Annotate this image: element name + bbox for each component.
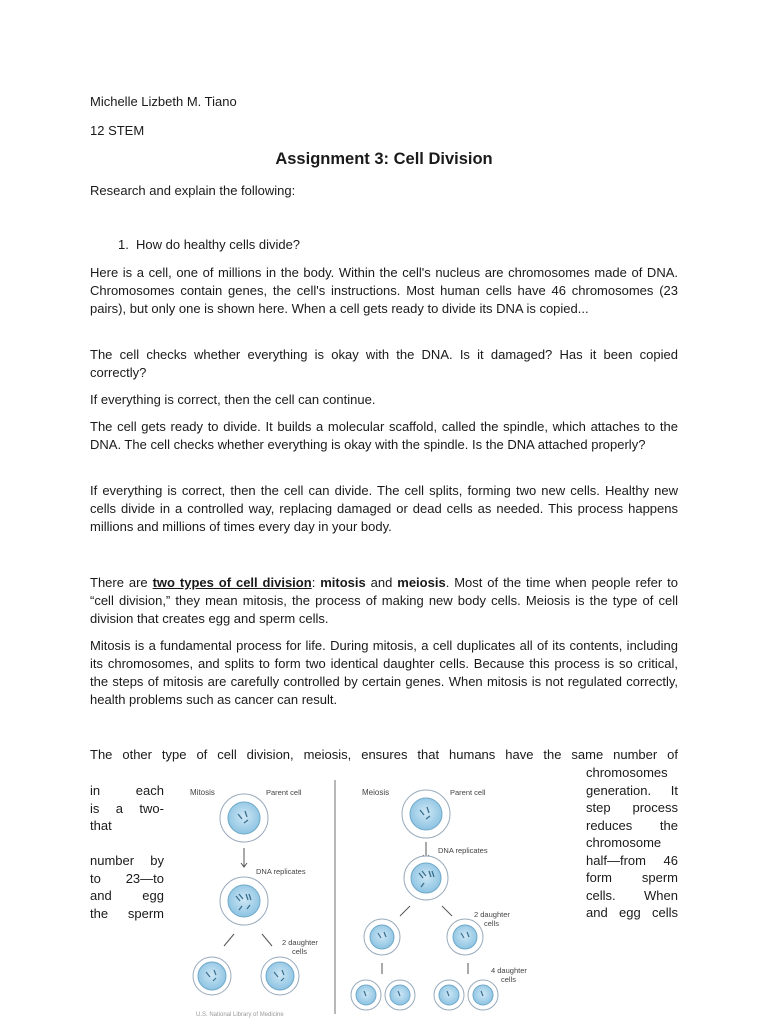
wrap-text-left xyxy=(90,782,164,922)
meiosis-final-cell xyxy=(351,980,381,1010)
wrap-line: in each xyxy=(90,783,164,798)
question-text: How do healthy cells divide? xyxy=(136,237,301,252)
meiosis-final-cell xyxy=(468,980,498,1010)
text-run: : xyxy=(311,575,321,590)
text-run: There are xyxy=(90,575,153,590)
two-daughter-label: 2 daughter xyxy=(282,938,318,947)
arrow xyxy=(262,934,272,946)
mitosis-daughter-cell xyxy=(261,957,299,995)
arrow xyxy=(442,906,452,916)
question-item xyxy=(118,237,300,252)
paragraph: If everything is correct, then the cell can divide. The cell splits, forming two new cells. Healthy new cells divide in a controlled way, replacing damaged or dead cells as needed. This process happens millions and millions of times every day in your body. xyxy=(90,483,678,534)
wrap-line: and egg cells xyxy=(586,905,678,920)
wrap-line: that xyxy=(90,818,112,833)
wrap-line: chromosome xyxy=(586,835,662,850)
wrap-text-right xyxy=(586,764,678,922)
cells-label: cells xyxy=(292,947,308,956)
emphasis-mitosis: mitosis xyxy=(320,575,366,590)
meiosis-final-cell xyxy=(434,980,464,1010)
parent-cell-label: Parent cell xyxy=(450,788,486,797)
text-run: and xyxy=(365,575,398,590)
two-daughter-label: 2 daughter xyxy=(474,910,510,919)
wrap-line: to 23—to xyxy=(90,870,164,886)
text-run: . Most of the time when people refer to “cell division,” they mean mitosis, the process of making new body cells. Meiosis is the type of cell division that creates egg and sperm cells. xyxy=(90,575,678,626)
wrap-line: half—from 46 xyxy=(586,852,678,868)
wrap-line: the sperm xyxy=(90,905,164,921)
dna-replicates-label: DNA replicates xyxy=(438,846,488,855)
dna-replicates-label: DNA replicates xyxy=(256,867,306,876)
meiosis-replicated-cell xyxy=(404,856,448,900)
wrap-line: chromosomes xyxy=(586,765,668,780)
wrap-line: form sperm xyxy=(586,870,678,885)
mitosis-replicated-cell xyxy=(220,877,268,925)
paragraph: The cell checks whether everything is okay with the DNA. Is it damaged? Has it been copied correctly? xyxy=(90,347,678,380)
wrap-line: generation. It xyxy=(586,782,678,798)
arrow xyxy=(400,906,410,916)
mitosis-daughter-cell xyxy=(193,957,231,995)
wrap-line: and egg xyxy=(90,888,164,903)
question-number: 1. xyxy=(118,237,129,252)
meiosis-daughter-cell xyxy=(447,919,483,955)
mitosis-parent-cell xyxy=(220,794,268,842)
paragraph-meiosis-intro: The other type of cell division, meiosis, ensures that humans have the same number of xyxy=(90,747,678,762)
cells-label: cells xyxy=(484,919,500,928)
author-name: Michelle Lizbeth M. Tiano xyxy=(90,94,237,109)
meiosis-final-cell xyxy=(385,980,415,1010)
arrow xyxy=(224,934,234,946)
paragraph: Here is a cell, one of millions in the body. Within the cell's nucleus are chromosomes made of DNA. Chromosomes contain genes, the cell's instructions. Most human cells have 46 chromosomes (23 pairs), but only one is shown here. When a cell gets ready to divide its DNA is copied... xyxy=(90,265,678,316)
paragraph: The cell gets ready to divide. It builds a molecular scaffold, called the spindle, which attaches to the DNA. The cell checks whether everything is okay with the spindle. Is the DNA attached properly? xyxy=(90,419,678,452)
parent-cell-label: Parent cell xyxy=(266,788,302,797)
mitosis-title: Mitosis xyxy=(190,788,215,797)
wrap-line xyxy=(90,835,164,853)
instruction-text: Research and explain the following: xyxy=(90,183,296,198)
paragraph: If everything is correct, then the cell can continue. xyxy=(90,392,376,407)
wrap-line: cells. When xyxy=(586,887,678,903)
meiosis-daughter-cell xyxy=(364,919,400,955)
paragraph-cell-division-types xyxy=(90,574,678,628)
wrap-line: step process xyxy=(586,800,678,815)
cell-division-diagram xyxy=(178,766,578,1024)
wrap-line: reduces the xyxy=(586,817,678,833)
class-section: 12 STEM xyxy=(90,123,145,138)
cell-division-figure xyxy=(178,766,578,1024)
emphasis-two-types: two types of cell division xyxy=(152,575,312,590)
cells-label: cells xyxy=(501,975,517,984)
meiosis-parent-cell xyxy=(402,790,450,838)
wrap-line: is a two- xyxy=(90,800,164,816)
paragraph: Mitosis is a fundamental process for life. During mitosis, a cell duplicates all of its contents, including its chromosomes, and splits to form two identical daughter cells. Because this process is so critical, the steps of mitosis are carefully controlled by certain genes. When mitosis is not regulated correctly, health problems such as cancer can result. xyxy=(90,638,678,707)
figure-source: U.S. National Library of Medicine xyxy=(196,1012,284,1018)
emphasis-meiosis: meiosis xyxy=(397,575,446,590)
assignment-title: Assignment 3: Cell Division xyxy=(275,150,493,168)
wrap-line: number by xyxy=(90,853,164,868)
meiosis-title: Meiosis xyxy=(362,788,390,797)
four-daughter-label: 4 daughter xyxy=(491,966,527,975)
